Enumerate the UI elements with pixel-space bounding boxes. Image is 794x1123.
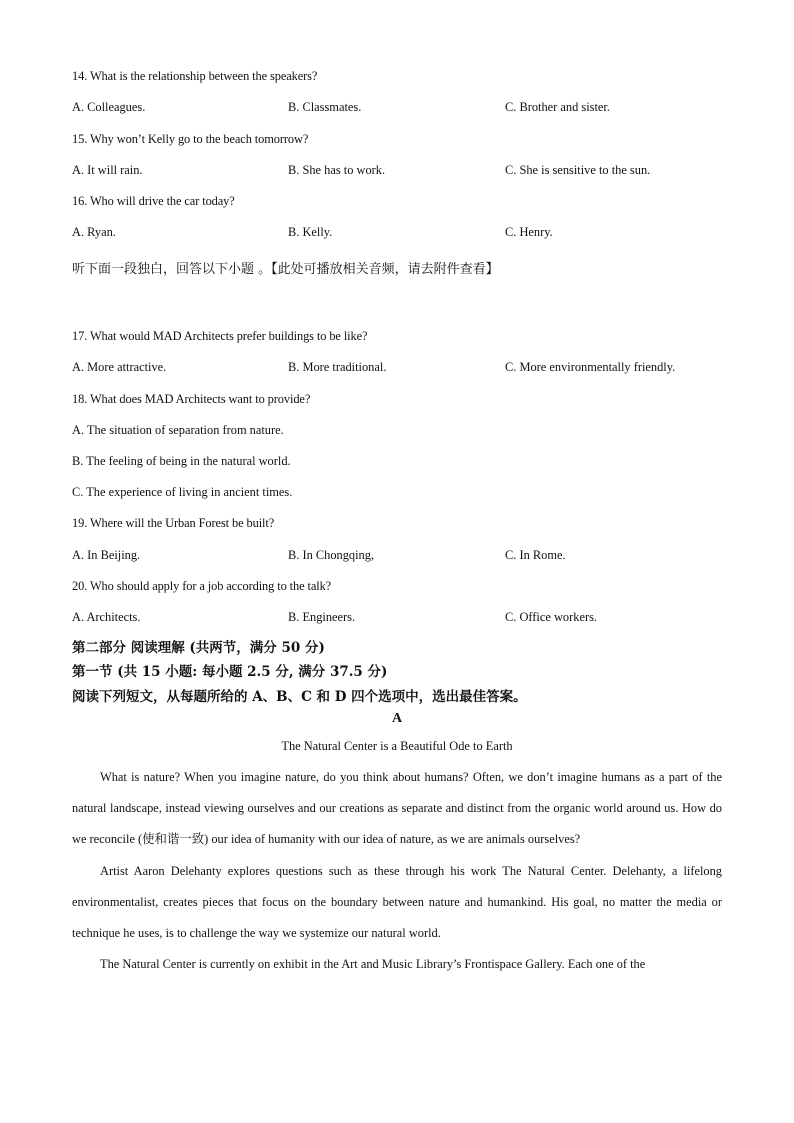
q18-option-b: B. The feeling of being in the natural world.: [72, 454, 291, 468]
q20-option-c: C. Office workers.: [505, 610, 597, 624]
question-19: 19. Where will the Urban Forest be built?: [72, 516, 275, 530]
q19-option-b: B. In Chongqing,: [288, 548, 375, 562]
monologue-instruction: 听下面一段独白，回答以下小题 。【此处可播放相关音频，请去附件查看】: [72, 262, 499, 277]
q17-option-b: B. More traditional.: [288, 360, 387, 374]
question-18: 18. What does MAD Architects want to provide?: [72, 392, 311, 406]
paragraph-3: The Natural Center is currently on exhibit in the Art and Music Library’s Frontispace Gallery. Each one of the: [100, 957, 646, 972]
q19-option-a: A. In Beijing.: [72, 548, 141, 562]
part-2-heading: 第二部分 阅读理解 (共两节，满分 50 分): [72, 640, 325, 656]
passage-label: A: [391, 711, 403, 726]
q18-option-a: A. The situation of separation from nature.: [72, 423, 284, 437]
q20-option-a: A. Architects.: [72, 610, 141, 624]
question-17: 17. What would MAD Architects prefer buildings to be like?: [72, 329, 368, 343]
question-16: 16. Who will drive the car today?: [72, 194, 235, 208]
q15-option-c: C. She is sensitive to the sun.: [505, 163, 651, 177]
q15-option-b: B. She has to work.: [288, 163, 386, 177]
paragraph-2: Artist Aaron Delehanty explores questions such as these through his work The Natural Center. Delehanty, a lifelong environmentalist, creates pieces that focus on the boundary between nature and humankind. His goal, no matter the media or technique he uses, is to challenge the way we systemize our natural world.: [72, 863, 722, 941]
passage-body: [72, 762, 722, 980]
q14-option-b: B. Classmates.: [288, 100, 362, 114]
q17-option-c: C. More environmentally friendly.: [505, 360, 676, 374]
q17-option-a: A. More attractive.: [72, 360, 167, 374]
section-1-heading: 第一节 (共 15 小题: 每小题 2.5 分, 满分 37.5 分): [72, 664, 388, 680]
question-15: 15. Why won’t Kelly go to the beach tomorrow?: [72, 132, 309, 146]
q15-option-a: A. It will rain.: [72, 163, 143, 177]
paragraph-1: What is nature? When you imagine nature, do you think about humans? Often, we don’t imagine humans as a part of the natural landscape, instead viewing ourselves and our creations as separate and distinct from the organic world around us. How do we reconcile (使和谐一致) our idea of humanity with our idea of nature, as we are animals ourselves?: [72, 770, 722, 847]
question-20: 20. Who should apply for a job according to the talk?: [72, 579, 332, 593]
q19-option-c: C. In Rome.: [505, 548, 566, 562]
q16-option-b: B. Kelly.: [288, 225, 333, 239]
reading-instruction: 阅读下列短文，从每题所给的 A、B、C 和 D 四个选项中，选出最佳答案。: [72, 689, 527, 705]
q14-option-c: C. Brother and sister.: [505, 100, 610, 114]
q16-option-a: A. Ryan.: [72, 225, 116, 239]
q16-option-c: C. Henry.: [505, 225, 553, 239]
passage-title: The Natural Center is a Beautiful Ode to Earth: [281, 739, 513, 753]
q18-option-c: C. The experience of living in ancient times.: [72, 485, 293, 499]
q20-option-b: B. Engineers.: [288, 610, 356, 624]
question-14: 14. What is the relationship between the speakers?: [72, 69, 318, 83]
q14-option-a: A. Colleagues.: [72, 100, 146, 114]
